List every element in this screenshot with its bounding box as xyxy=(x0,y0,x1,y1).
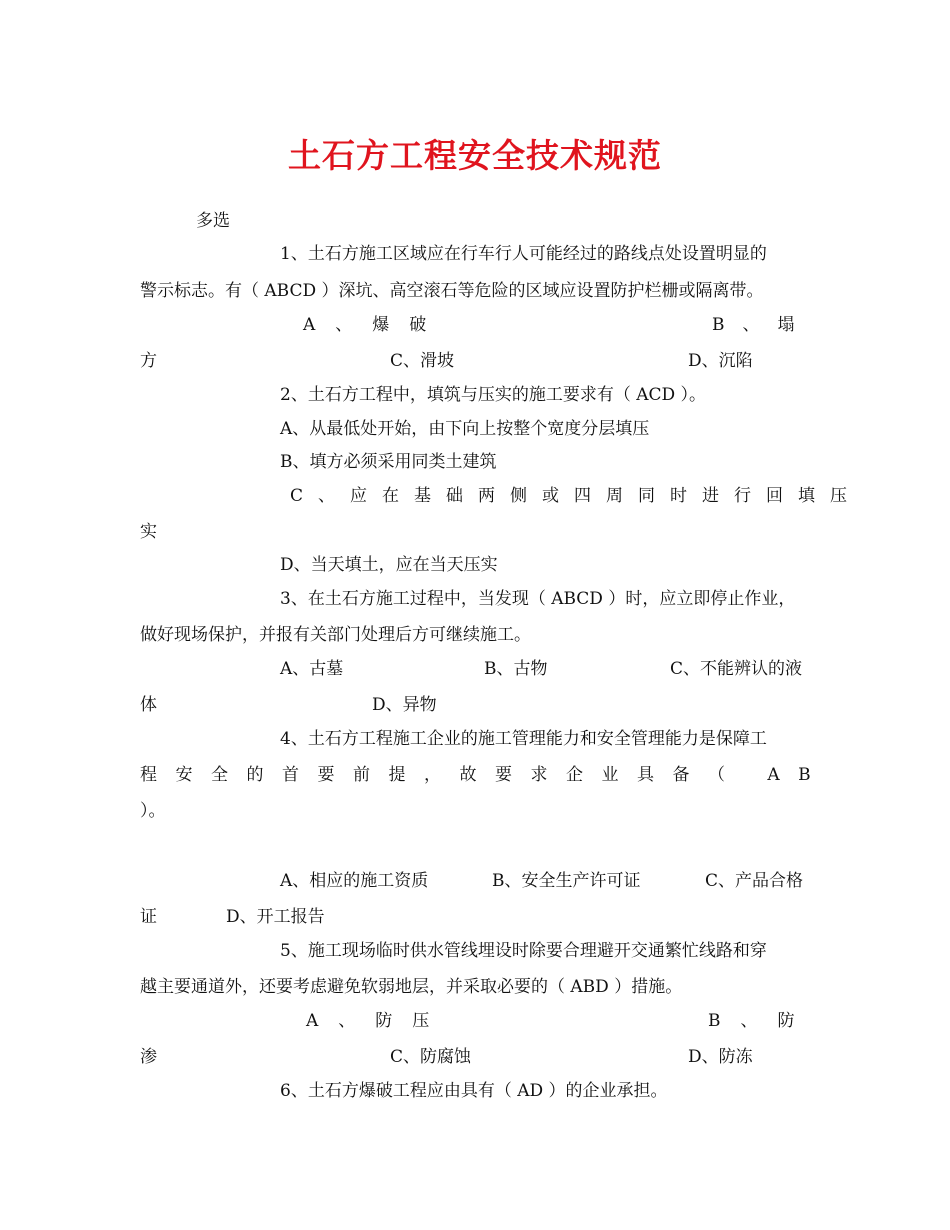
question-3-option-d: D、异物 xyxy=(372,695,437,715)
question-2-option-d: D、当天填土，应在当天压实 xyxy=(280,555,498,575)
page-title: 土石方工程安全技术规范 xyxy=(288,136,662,175)
question-6-line-1: 6、土石方爆破工程应由具有（ AD ）的企业承担。 xyxy=(280,1081,668,1101)
question-1-option-b: B、塌 xyxy=(712,315,813,335)
question-4-option-a: A、相应的施工资质 xyxy=(280,871,429,891)
question-1-option-d: D、沉陷 xyxy=(688,351,753,371)
question-5-line-2: 越主要通道外，还要考虑避免软弱地层，并采取必要的（ ABD ）措施。 xyxy=(140,977,683,997)
question-2-option-c: C、应在基础两侧或四周同时进行回填压 xyxy=(290,486,863,506)
question-3-line-1: 3、在土石方施工过程中，当发现（ ABCD ）时，应立即停止作业， xyxy=(280,589,796,609)
question-3-option-c-cont: 体 xyxy=(140,695,157,715)
question-1-line-1: 1、土石方施工区域应在行车行人可能经过的路线点处设置明显的 xyxy=(280,244,767,264)
question-5-option-a: A、防压 xyxy=(306,1011,450,1031)
question-2-line-1: 2、土石方工程中，填筑与压实的施工要求有（ ACD ）。 xyxy=(280,385,707,405)
question-5-option-c: C、防腐蚀 xyxy=(390,1047,472,1067)
question-4-option-c-cont: 证 xyxy=(140,907,157,927)
question-1-option-c: C、滑坡 xyxy=(390,351,455,371)
question-1-option-b-cont: 方 xyxy=(140,351,157,371)
question-4-option-d: D、开工报告 xyxy=(226,907,325,927)
question-5-option-d: D、防冻 xyxy=(688,1047,753,1067)
question-3-option-b: B、古物 xyxy=(484,659,548,679)
question-1-option-a: A、爆破 xyxy=(303,315,447,335)
question-4-option-b: B、安全生产许可证 xyxy=(492,871,641,891)
question-2-option-c-cont: 实 xyxy=(140,522,157,542)
question-1-line-2: 警示标志。有（ ABCD ）深坑、高空滚石等危险的区域应设置防护栏栅或隔离带。 xyxy=(140,281,764,301)
question-5-option-b: B、防 xyxy=(708,1011,815,1031)
question-4-line-1: 4、土石方工程施工企业的施工管理能力和安全管理能力是保障工 xyxy=(280,729,767,749)
question-2-option-a: A、从最低处开始，由下向上按整个宽度分层填压 xyxy=(280,419,650,439)
question-2-option-b: B、填方必须采用同类土建筑 xyxy=(280,452,497,472)
section-label: 多选 xyxy=(196,211,230,231)
question-3-line-2: 做好现场保护，并报有关部门处理后方可继续施工。 xyxy=(140,625,531,645)
question-3-option-c: C、不能辨认的液 xyxy=(670,659,803,679)
question-4-option-c: C、产品合格 xyxy=(705,871,804,891)
question-5-option-b-cont: 渗 xyxy=(140,1047,157,1067)
question-5-line-1: 5、施工现场临时供水管线埋设时除要合理避开交通繁忙线路和穿 xyxy=(280,941,767,961)
question-4-line-2: 程安全的首要前提，故要求企业具备（ AB xyxy=(140,765,830,785)
question-4-line-3: ）。 xyxy=(140,801,166,821)
question-3-option-a: A、古墓 xyxy=(280,659,344,679)
